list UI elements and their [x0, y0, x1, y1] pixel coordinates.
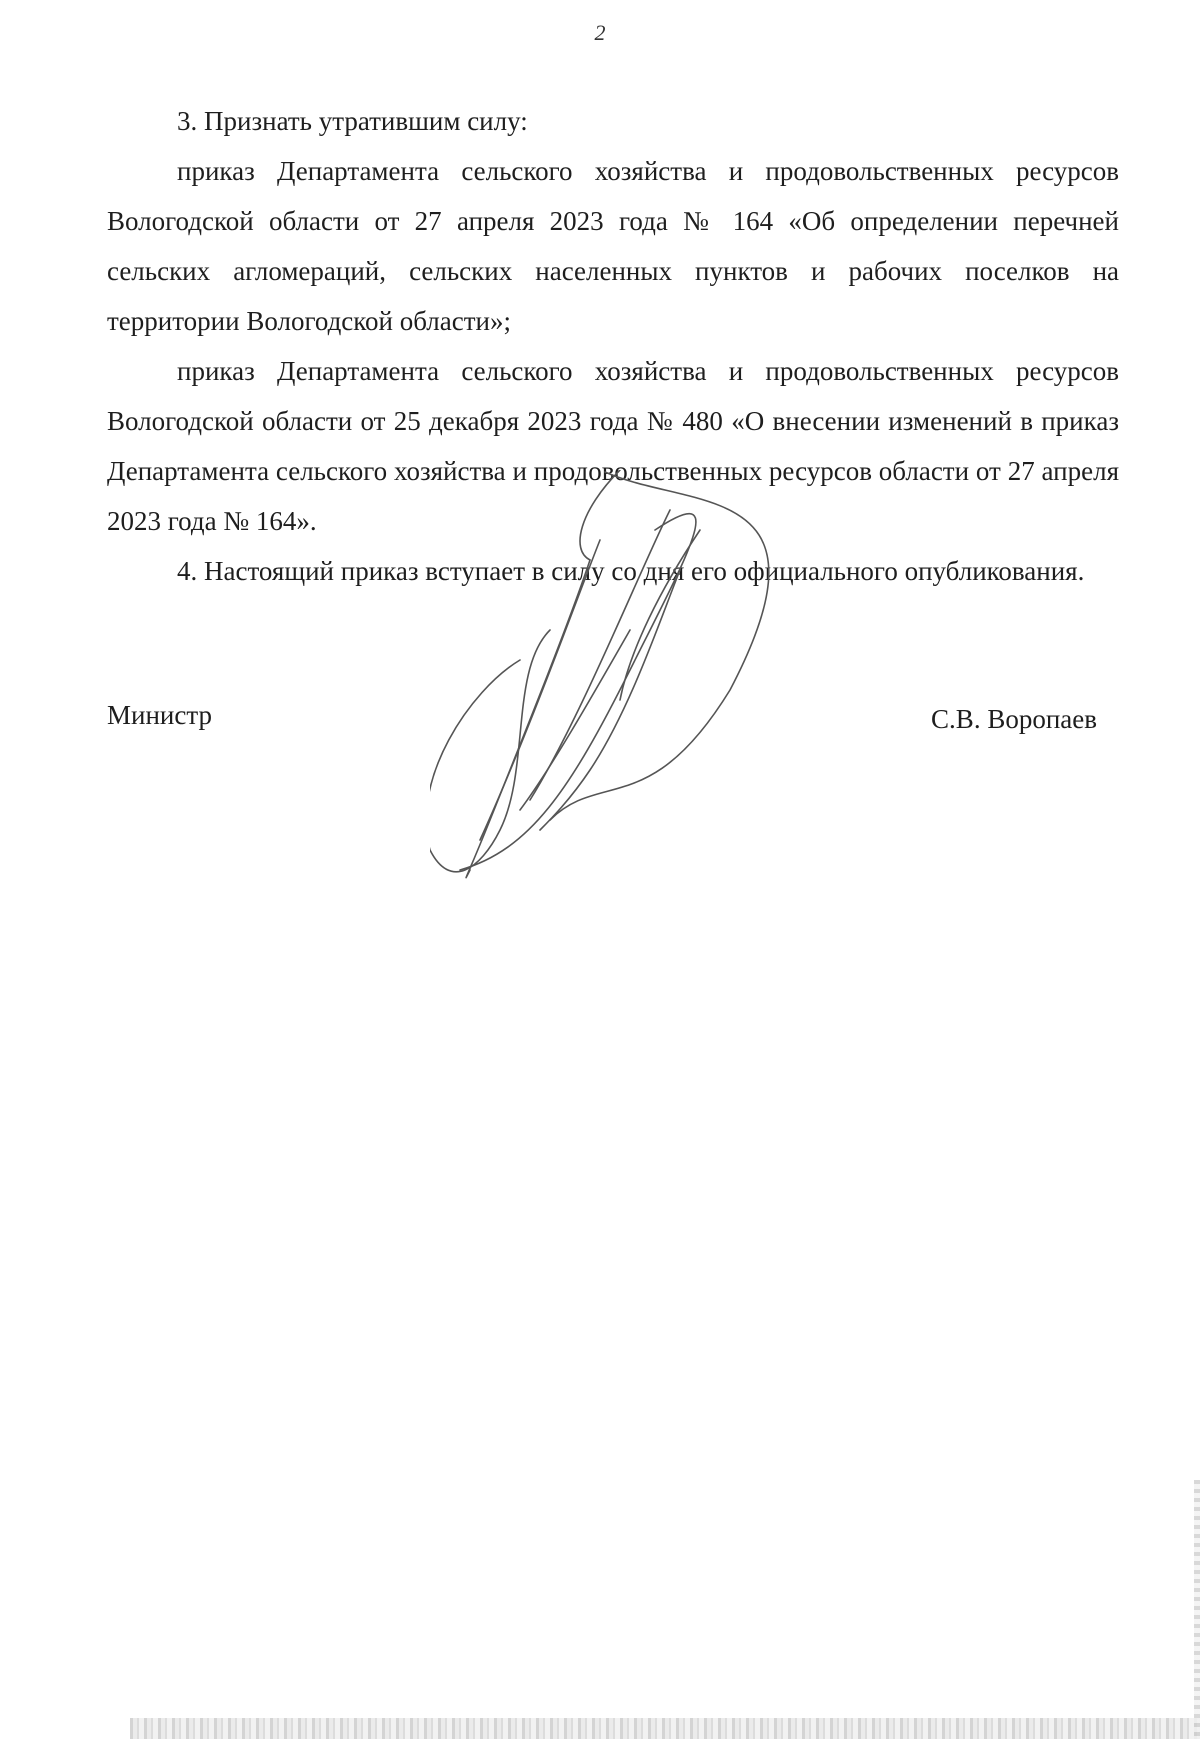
- signer-name: С.В. Воропаев: [931, 704, 1097, 734]
- paragraph-repealed-order-480: приказ Департамента сельского хозяйства и продовольственных ресурсов Вологодской области от 25 декабря 2023 года № 480 «О внесении изменений в приказ Департамента сельского хозяйства и продовольственных ресурсов области от 27 апреля 2023 года № 164».: [107, 356, 1119, 536]
- scan-artifact-right: [1194, 1480, 1200, 1739]
- paragraph-repealed-order-164: приказ Департамента сельского хозяйства и продовольственных ресурсов Вологодской области от 27 апреля 2023 года № 164 «Об определении перечней сельских агломераций, сельских населенных пунктов и рабочих поселков на территории Вологодской области»;: [107, 156, 1119, 336]
- signer-title: Министр: [107, 700, 212, 730]
- scan-artifact-bottom: [130, 1718, 1200, 1739]
- page-number: 2: [594, 20, 606, 45]
- paragraph-item-4: 4. Настоящий приказ вступает в силу со дня его официального опубликования.: [177, 556, 1085, 586]
- handwritten-signature: [430, 470, 850, 940]
- paragraph-item-3: 3. Признать утратившим силу:: [177, 106, 528, 136]
